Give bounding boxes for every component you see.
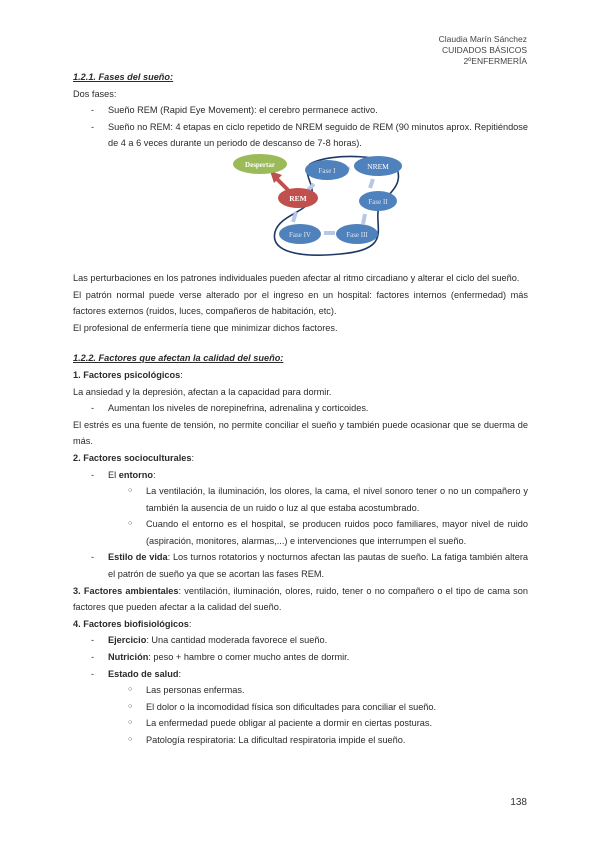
fases-list xyxy=(73,102,528,152)
list-item: - Ejercicio: Una cantidad moderada favorece el sueño. xyxy=(93,632,528,649)
list-item: - Sueño REM (Rapid Eye Movement): el cerebro permanece activo. xyxy=(93,102,528,119)
biofisiologicos-list xyxy=(73,632,528,748)
sleep-cycle-diagram xyxy=(73,154,528,264)
list-item: - Aumentan los niveles de norepinefrina, adrenalina y corticoides. xyxy=(93,400,528,417)
section-title-factores: 1.2.2. Factores que afectan la calidad del sueño: xyxy=(73,353,284,364)
factor-psicologicos: 1. Factores psicológicos: xyxy=(73,369,183,380)
header-subject: CUIDADOS BÁSICOS xyxy=(441,45,527,55)
factor-label: 2. Factores socioculturales xyxy=(73,452,192,463)
sublist-item: ○ Patología respiratoria: La dificultad respiratoria impide el sueño. xyxy=(128,732,528,749)
sublist-item: ○ La ventilación, la iluminación, los olores, la cama, el nivel sonoro tener o no un compañero y también la ausencia de un ruido o luz al que estaba acostumbrado. xyxy=(128,483,528,516)
factor-biofisiologicos: 4. Factores biofisiológicos: xyxy=(73,618,192,629)
psicologicos-line: La ansiedad y la depresión, afectan a la capacidad para dormir. xyxy=(73,386,332,397)
socioculturales-list xyxy=(73,467,528,583)
paragraph-estres: El estrés es una fuente de tensión, no permite conciliar el sueño y también puede ocasionar que se duerma de más. xyxy=(73,419,528,447)
sublist-item: ○ Las personas enfermas. xyxy=(128,682,528,699)
fases-intro: Dos fases: xyxy=(73,88,117,99)
page-content xyxy=(73,69,528,749)
arrow-nrem-to-fase2 xyxy=(370,179,373,188)
label-fase4: Fase IV xyxy=(289,230,311,239)
header-author: Claudia Marín Sánchez xyxy=(438,34,527,44)
label-fase1: Fase I xyxy=(318,166,336,175)
header-course: 2ºENFERMERÍA xyxy=(463,56,527,66)
sublist-item: ○ El dolor o la incomodidad física son dificultades para conciliar el sueño. xyxy=(128,699,528,716)
list-item: - Estado de salud: ○ Las personas enfermas. ○ El dolor o la incomodidad física son dificultades para conciliar el sueño. ○ La enfermedad puede obligar al paciente a dormir en ciertas posturas. ○ Patología respiratoria: La dificultad respiratoria impide el sueño. xyxy=(93,666,528,749)
list-item: - Nutrición: peso + hambre o comer mucho antes de dormir. xyxy=(93,649,528,666)
section-title-fases: 1.2.1. Fases del sueño: xyxy=(73,72,174,82)
label-despertar: Despertar xyxy=(245,160,275,169)
factor-socioculturales: 2. Factores socioculturales: xyxy=(73,452,195,463)
list-item: - Estilo de vida: Los turnos rotatorios y nocturnos afectan las pautas de sueño. La fatiga también altera el patrón de sueño ya que se acortan las fases REM. xyxy=(93,549,528,582)
page-header xyxy=(439,34,527,67)
psicologicos-list xyxy=(73,400,528,417)
paragraph-patron: El patrón normal puede verse alterado por el ingreso en un hospital: factores internos (enfermedad) más factores externos (ruidos, luces, compañeros de habitación, etc). xyxy=(73,289,528,317)
factor-ambientales: 3. Factores ambientales: ventilación, iluminación, olores, ruido, tener o no compañero o el tipo de cama son factores que pueden afectar a la calidad del sueño. xyxy=(73,585,528,613)
label-fase3: Fase III xyxy=(346,230,368,239)
factor-label: 4. Factores biofisiológicos xyxy=(73,618,189,629)
entorno-sublist xyxy=(108,483,528,549)
list-item: - Sueño no REM: 4 etapas en ciclo repetido de NREM seguido de REM (90 minutos aprox. Repitiéndose de 4 a 6 veces durante un periodo de descanso de 7-8 horas). xyxy=(93,119,528,152)
sublist-item: ○ Cuando el entorno es el hospital, se producen ruidos poco familiares, mayor nivel de ruido (aspiración, monitores, alarmas,...) e intervenciones que interrumpen el sueño. xyxy=(128,516,528,549)
paragraph-perturbaciones: Las perturbaciones en los patrones individuales pueden afectar al ritmo circadiano y alterar el ciclo del sueño. xyxy=(73,272,520,283)
paragraph-profesional: El profesional de enfermería tiene que minimizar dichos factores. xyxy=(73,322,338,333)
factor-label: 1. Factores psicológicos xyxy=(73,369,181,380)
label-rem: REM xyxy=(289,193,307,203)
arrow-rem-to-fase1 xyxy=(308,184,314,190)
sublist-item: ○ La enfermedad puede obligar al paciente a dormir en ciertas posturas. xyxy=(128,715,528,732)
list-item: - El entorno: ○ La ventilación, la iluminación, los olores, la cama, el nivel sonoro tener o no un compañero y también la ausencia de un ruido o luz al que estaba acostumbrado. ○ Cuando el entorno es el hospital, se producen ruidos poco familiares, mayor nivel de ruido (aspiración, monitores, alarmas,...) e intervenciones que interrumpen el sueño. xyxy=(93,467,528,550)
page-number: 138 xyxy=(510,797,527,808)
label-fase2: Fase II xyxy=(368,197,388,206)
label-nrem: NREM xyxy=(367,161,389,171)
arrow-fase2-to-fase3 xyxy=(363,214,365,224)
arrow-rem-to-despertar xyxy=(276,178,288,190)
salud-sublist xyxy=(108,682,528,748)
